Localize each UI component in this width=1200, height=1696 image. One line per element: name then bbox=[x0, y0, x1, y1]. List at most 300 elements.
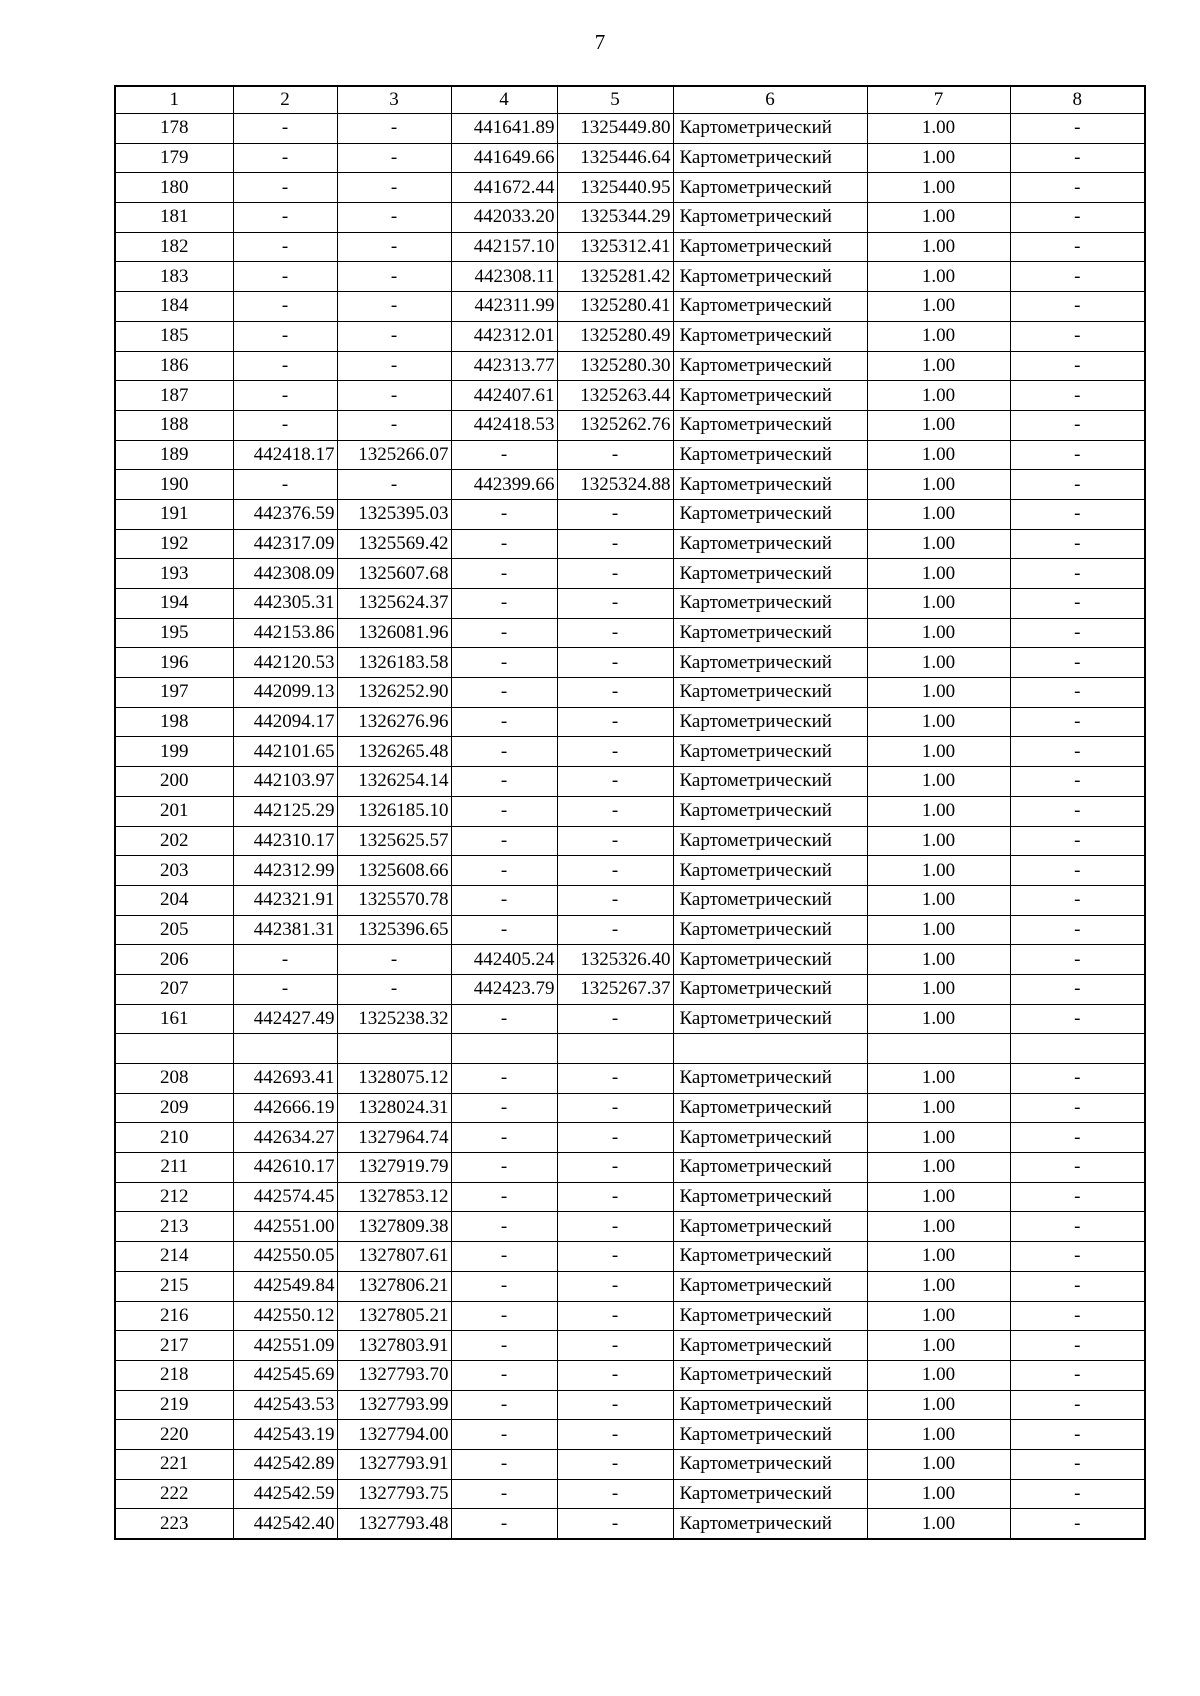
cell-x-coordinate: 442543.53 bbox=[233, 1390, 337, 1420]
table-row bbox=[115, 114, 1145, 144]
cell-point-number: 194 bbox=[115, 589, 233, 619]
cell-point-number: 219 bbox=[115, 1390, 233, 1420]
cell-accuracy: 1.00 bbox=[867, 826, 1010, 856]
cell-x-coordinate: 442693.41 bbox=[233, 1064, 337, 1094]
header-col-8: 8 bbox=[1010, 86, 1145, 114]
cell-accuracy: 1.00 bbox=[867, 1509, 1010, 1539]
table-row bbox=[115, 143, 1145, 173]
cell-accuracy: 1.00 bbox=[867, 232, 1010, 262]
cell-point-number: 220 bbox=[115, 1420, 233, 1450]
cell-y-coordinate-new: - bbox=[557, 559, 673, 589]
cell-accuracy: 1.00 bbox=[867, 1182, 1010, 1212]
cell-note: - bbox=[1010, 1064, 1145, 1094]
cell-note: - bbox=[1010, 1182, 1145, 1212]
cell-note: - bbox=[1010, 1093, 1145, 1123]
cell-accuracy: 1.00 bbox=[867, 1271, 1010, 1301]
cell-accuracy: 1.00 bbox=[867, 1420, 1010, 1450]
cell-x-coordinate: 442308.09 bbox=[233, 559, 337, 589]
cell-x-coordinate-new: - bbox=[451, 440, 557, 470]
cell-y-coordinate: 1327793.99 bbox=[337, 1390, 451, 1420]
table-row bbox=[115, 1064, 1145, 1094]
cell-y-coordinate-new: - bbox=[557, 1004, 673, 1034]
table-row bbox=[115, 1182, 1145, 1212]
cell-x-coordinate-new: 442312.01 bbox=[451, 321, 557, 351]
cell-y-coordinate: - bbox=[337, 143, 451, 173]
cell-x-coordinate-new: - bbox=[451, 1390, 557, 1420]
cell-accuracy: 1.00 bbox=[867, 1153, 1010, 1183]
cell-note: - bbox=[1010, 292, 1145, 322]
cell-y-coordinate: 1325396.65 bbox=[337, 915, 451, 945]
cell-x-coordinate-new: - bbox=[451, 1064, 557, 1094]
cell-accuracy: 1.00 bbox=[867, 351, 1010, 381]
table-row bbox=[115, 885, 1145, 915]
table-row bbox=[115, 529, 1145, 559]
cell-x-coordinate: - bbox=[233, 381, 337, 411]
cell-point-number: 195 bbox=[115, 618, 233, 648]
table-row bbox=[115, 678, 1145, 708]
table-row bbox=[115, 499, 1145, 529]
table-row bbox=[115, 767, 1145, 797]
page-number: 7 bbox=[594, 30, 606, 54]
cell-y-coordinate: 1326081.96 bbox=[337, 618, 451, 648]
cell-y-coordinate: 1327807.61 bbox=[337, 1242, 451, 1272]
table-row bbox=[115, 974, 1145, 1004]
cell-x-coordinate: - bbox=[233, 945, 337, 975]
cell-accuracy: 1.00 bbox=[867, 945, 1010, 975]
cell-y-coordinate-new: - bbox=[557, 737, 673, 767]
cell-y-coordinate-new: - bbox=[557, 499, 673, 529]
cell-x-coordinate-new: - bbox=[451, 1271, 557, 1301]
cell-point-number: 199 bbox=[115, 737, 233, 767]
cell-point-number: 217 bbox=[115, 1331, 233, 1361]
cell-x-coordinate-new bbox=[451, 1034, 557, 1064]
cell-y-coordinate: - bbox=[337, 974, 451, 1004]
cell-accuracy: 1.00 bbox=[867, 381, 1010, 411]
cell-y-coordinate-new: 1325446.64 bbox=[557, 143, 673, 173]
cell-y-coordinate: - bbox=[337, 351, 451, 381]
cell-x-coordinate: 442312.99 bbox=[233, 856, 337, 886]
cell-point-number: 212 bbox=[115, 1182, 233, 1212]
cell-note: - bbox=[1010, 203, 1145, 233]
cell-method: Картометрический bbox=[673, 1004, 867, 1034]
cell-y-coordinate-new: - bbox=[557, 1212, 673, 1242]
cell-x-coordinate-new: - bbox=[451, 1182, 557, 1212]
cell-note: - bbox=[1010, 559, 1145, 589]
cell-point-number: 182 bbox=[115, 232, 233, 262]
table-row bbox=[115, 707, 1145, 737]
cell-y-coordinate-new: - bbox=[557, 707, 673, 737]
cell-note: - bbox=[1010, 262, 1145, 292]
cell-accuracy: 1.00 bbox=[867, 618, 1010, 648]
cell-y-coordinate: 1325238.32 bbox=[337, 1004, 451, 1034]
cell-x-coordinate: - bbox=[233, 321, 337, 351]
cell-x-coordinate-new: - bbox=[451, 1153, 557, 1183]
cell-note: - bbox=[1010, 856, 1145, 886]
table-row bbox=[115, 559, 1145, 589]
cell-x-coordinate: 442545.69 bbox=[233, 1360, 337, 1390]
cell-point-number: 197 bbox=[115, 678, 233, 708]
cell-y-coordinate-new: 1325280.49 bbox=[557, 321, 673, 351]
cell-accuracy: 1.00 bbox=[867, 1004, 1010, 1034]
table-row bbox=[115, 470, 1145, 500]
cell-x-coordinate: - bbox=[233, 292, 337, 322]
cell-x-coordinate: 442574.45 bbox=[233, 1182, 337, 1212]
cell-accuracy: 1.00 bbox=[867, 203, 1010, 233]
cell-point-number: 200 bbox=[115, 767, 233, 797]
cell-method: Картометрический bbox=[673, 707, 867, 737]
cell-x-coordinate-new: - bbox=[451, 1123, 557, 1153]
cell-x-coordinate: 442551.00 bbox=[233, 1212, 337, 1242]
table-row bbox=[115, 1420, 1145, 1450]
cell-y-coordinate-new: 1325281.42 bbox=[557, 262, 673, 292]
cell-x-coordinate-new: - bbox=[451, 767, 557, 797]
cell-y-coordinate: 1327919.79 bbox=[337, 1153, 451, 1183]
cell-note: - bbox=[1010, 351, 1145, 381]
cell-note: - bbox=[1010, 529, 1145, 559]
cell-y-coordinate-new: - bbox=[557, 1479, 673, 1509]
table-row bbox=[115, 826, 1145, 856]
cell-note: - bbox=[1010, 381, 1145, 411]
cell-method: Картометрический bbox=[673, 1331, 867, 1361]
cell-x-coordinate-new: - bbox=[451, 618, 557, 648]
cell-point-number: 191 bbox=[115, 499, 233, 529]
cell-accuracy: 1.00 bbox=[867, 499, 1010, 529]
cell-accuracy: 1.00 bbox=[867, 1242, 1010, 1272]
cell-x-coordinate-new: - bbox=[451, 529, 557, 559]
cell-y-coordinate-new: - bbox=[557, 1093, 673, 1123]
cell-x-coordinate-new: - bbox=[451, 796, 557, 826]
cell-method: Картометрический bbox=[673, 381, 867, 411]
table-row bbox=[115, 1479, 1145, 1509]
header-col-6: 6 bbox=[673, 86, 867, 114]
cell-x-coordinate-new: 441672.44 bbox=[451, 173, 557, 203]
cell-point-number: 209 bbox=[115, 1093, 233, 1123]
cell-point-number: 196 bbox=[115, 648, 233, 678]
cell-method: Картометрический bbox=[673, 1301, 867, 1331]
cell-accuracy: 1.00 bbox=[867, 1093, 1010, 1123]
cell-y-coordinate: 1326252.90 bbox=[337, 678, 451, 708]
cell-x-coordinate bbox=[233, 1034, 337, 1064]
cell-note: - bbox=[1010, 648, 1145, 678]
cell-accuracy: 1.00 bbox=[867, 143, 1010, 173]
table-row bbox=[115, 1331, 1145, 1361]
cell-point-number: 179 bbox=[115, 143, 233, 173]
cell-x-coordinate: 442427.49 bbox=[233, 1004, 337, 1034]
cell-accuracy: 1.00 bbox=[867, 1360, 1010, 1390]
cell-accuracy: 1.00 bbox=[867, 1212, 1010, 1242]
cell-x-coordinate: - bbox=[233, 173, 337, 203]
cell-accuracy: 1.00 bbox=[867, 470, 1010, 500]
table-row bbox=[115, 1153, 1145, 1183]
cell-accuracy: 1.00 bbox=[867, 974, 1010, 1004]
cell-x-coordinate-new: 442407.61 bbox=[451, 381, 557, 411]
cell-point-number: 201 bbox=[115, 796, 233, 826]
cell-note: - bbox=[1010, 1449, 1145, 1479]
cell-note: - bbox=[1010, 915, 1145, 945]
cell-y-coordinate: - bbox=[337, 203, 451, 233]
cell-point-number: 198 bbox=[115, 707, 233, 737]
cell-x-coordinate: 442321.91 bbox=[233, 885, 337, 915]
cell-method: Картометрический bbox=[673, 974, 867, 1004]
cell-x-coordinate-new: 442033.20 bbox=[451, 203, 557, 233]
cell-accuracy: 1.00 bbox=[867, 292, 1010, 322]
cell-y-coordinate-new: - bbox=[557, 1123, 673, 1153]
table-row bbox=[115, 440, 1145, 470]
cell-y-coordinate-new: 1325449.80 bbox=[557, 114, 673, 144]
table-row bbox=[115, 1509, 1145, 1539]
cell-point-number: 202 bbox=[115, 826, 233, 856]
cell-y-coordinate: 1327806.21 bbox=[337, 1271, 451, 1301]
cell-y-coordinate: - bbox=[337, 321, 451, 351]
cell-method: Картометрический bbox=[673, 114, 867, 144]
cell-note: - bbox=[1010, 232, 1145, 262]
table-row bbox=[115, 381, 1145, 411]
cell-accuracy: 1.00 bbox=[867, 915, 1010, 945]
cell-accuracy: 1.00 bbox=[867, 767, 1010, 797]
cell-x-coordinate-new: - bbox=[451, 915, 557, 945]
cell-point-number: 210 bbox=[115, 1123, 233, 1153]
cell-note: - bbox=[1010, 767, 1145, 797]
cell-x-coordinate-new: 442399.66 bbox=[451, 470, 557, 500]
cell-point-number: 188 bbox=[115, 410, 233, 440]
cell-note: - bbox=[1010, 737, 1145, 767]
cell-accuracy: 1.00 bbox=[867, 1331, 1010, 1361]
cell-y-coordinate-new: - bbox=[557, 1301, 673, 1331]
cell-accuracy: 1.00 bbox=[867, 1479, 1010, 1509]
cell-point-number: 211 bbox=[115, 1153, 233, 1183]
cell-x-coordinate-new: - bbox=[451, 1420, 557, 1450]
cell-note: - bbox=[1010, 1212, 1145, 1242]
cell-method: Картометрический bbox=[673, 1064, 867, 1094]
cell-accuracy: 1.00 bbox=[867, 589, 1010, 619]
table-row bbox=[115, 1301, 1145, 1331]
cell-note: - bbox=[1010, 1420, 1145, 1450]
cell-y-coordinate: - bbox=[337, 292, 451, 322]
cell-y-coordinate: 1325607.68 bbox=[337, 559, 451, 589]
table-row bbox=[115, 173, 1145, 203]
cell-y-coordinate: - bbox=[337, 470, 451, 500]
cell-accuracy: 1.00 bbox=[867, 678, 1010, 708]
cell-y-coordinate-new: - bbox=[557, 826, 673, 856]
cell-point-number: 205 bbox=[115, 915, 233, 945]
cell-note: - bbox=[1010, 499, 1145, 529]
cell-x-coordinate-new: - bbox=[451, 1509, 557, 1539]
table-row bbox=[115, 1093, 1145, 1123]
cell-x-coordinate: 442550.05 bbox=[233, 1242, 337, 1272]
cell-note: - bbox=[1010, 1153, 1145, 1183]
table-row bbox=[115, 856, 1145, 886]
cell-y-coordinate-new: - bbox=[557, 767, 673, 797]
cell-method bbox=[673, 1034, 867, 1064]
cell-note: - bbox=[1010, 945, 1145, 975]
cell-x-coordinate-new: - bbox=[451, 499, 557, 529]
header-col-1: 1 bbox=[115, 86, 233, 114]
cell-point-number: 192 bbox=[115, 529, 233, 559]
cell-x-coordinate-new: 442311.99 bbox=[451, 292, 557, 322]
cell-y-coordinate-new: 1325267.37 bbox=[557, 974, 673, 1004]
cell-method: Картометрический bbox=[673, 678, 867, 708]
cell-y-coordinate: 1325625.57 bbox=[337, 826, 451, 856]
cell-method: Картометрический bbox=[673, 1360, 867, 1390]
cell-y-coordinate-new: - bbox=[557, 1360, 673, 1390]
cell-point-number: 161 bbox=[115, 1004, 233, 1034]
cell-x-coordinate-new: 442405.24 bbox=[451, 945, 557, 975]
cell-point-number: 181 bbox=[115, 203, 233, 233]
cell-method: Картометрический bbox=[673, 499, 867, 529]
cell-y-coordinate: 1326185.10 bbox=[337, 796, 451, 826]
cell-y-coordinate: 1325570.78 bbox=[337, 885, 451, 915]
table-row bbox=[115, 1360, 1145, 1390]
cell-accuracy: 1.00 bbox=[867, 262, 1010, 292]
cell-method: Картометрический bbox=[673, 321, 867, 351]
header-col-4: 4 bbox=[451, 86, 557, 114]
cell-note: - bbox=[1010, 1242, 1145, 1272]
cell-x-coordinate: - bbox=[233, 470, 337, 500]
cell-y-coordinate: 1327793.75 bbox=[337, 1479, 451, 1509]
cell-x-coordinate: 442101.65 bbox=[233, 737, 337, 767]
cell-method: Картометрический bbox=[673, 589, 867, 619]
cell-method: Картометрический bbox=[673, 203, 867, 233]
cell-point-number: 193 bbox=[115, 559, 233, 589]
cell-method: Картометрический bbox=[673, 173, 867, 203]
header-col-3: 3 bbox=[337, 86, 451, 114]
cell-y-coordinate-new: - bbox=[557, 856, 673, 886]
table-row bbox=[115, 203, 1145, 233]
table-row bbox=[115, 262, 1145, 292]
cell-note: - bbox=[1010, 114, 1145, 144]
cell-y-coordinate: 1326183.58 bbox=[337, 648, 451, 678]
cell-point-number: 203 bbox=[115, 856, 233, 886]
cell-y-coordinate: 1327805.21 bbox=[337, 1301, 451, 1331]
cell-x-coordinate: - bbox=[233, 351, 337, 381]
cell-y-coordinate: 1326265.48 bbox=[337, 737, 451, 767]
cell-note: - bbox=[1010, 589, 1145, 619]
cell-y-coordinate: - bbox=[337, 114, 451, 144]
cell-y-coordinate-new: 1325280.41 bbox=[557, 292, 673, 322]
header-col-2: 2 bbox=[233, 86, 337, 114]
cell-note: - bbox=[1010, 1509, 1145, 1539]
cell-x-coordinate-new: - bbox=[451, 1449, 557, 1479]
cell-y-coordinate: 1327793.91 bbox=[337, 1449, 451, 1479]
cell-accuracy: 1.00 bbox=[867, 321, 1010, 351]
cell-y-coordinate: 1326276.96 bbox=[337, 707, 451, 737]
cell-point-number: 185 bbox=[115, 321, 233, 351]
cell-method: Картометрический bbox=[673, 1182, 867, 1212]
cell-x-coordinate-new: - bbox=[451, 707, 557, 737]
cell-x-coordinate-new: - bbox=[451, 1360, 557, 1390]
cell-x-coordinate: 442542.89 bbox=[233, 1449, 337, 1479]
cell-method: Картометрический bbox=[673, 767, 867, 797]
cell-y-coordinate-new: - bbox=[557, 529, 673, 559]
cell-y-coordinate: 1325608.66 bbox=[337, 856, 451, 886]
cell-y-coordinate-new: 1325262.76 bbox=[557, 410, 673, 440]
cell-note: - bbox=[1010, 143, 1145, 173]
cell-accuracy: 1.00 bbox=[867, 410, 1010, 440]
cell-x-coordinate-new: 442313.77 bbox=[451, 351, 557, 381]
cell-method: Картометрический bbox=[673, 1212, 867, 1242]
cell-x-coordinate: 442381.31 bbox=[233, 915, 337, 945]
cell-point-number: 184 bbox=[115, 292, 233, 322]
cell-note: - bbox=[1010, 470, 1145, 500]
coordinates-table bbox=[114, 85, 1146, 1540]
cell-method: Картометрический bbox=[673, 1242, 867, 1272]
cell-point-number: 221 bbox=[115, 1449, 233, 1479]
cell-x-coordinate: 442099.13 bbox=[233, 678, 337, 708]
cell-note: - bbox=[1010, 1331, 1145, 1361]
cell-x-coordinate: 442549.84 bbox=[233, 1271, 337, 1301]
cell-y-coordinate-new: - bbox=[557, 589, 673, 619]
cell-y-coordinate-new: - bbox=[557, 1509, 673, 1539]
cell-note: - bbox=[1010, 1390, 1145, 1420]
header-col-7: 7 bbox=[867, 86, 1010, 114]
cell-x-coordinate-new: - bbox=[451, 885, 557, 915]
table-body bbox=[115, 114, 1145, 1540]
cell-x-coordinate: 442103.97 bbox=[233, 767, 337, 797]
cell-x-coordinate: 442376.59 bbox=[233, 499, 337, 529]
cell-note: - bbox=[1010, 1004, 1145, 1034]
cell-method: Картометрический bbox=[673, 440, 867, 470]
cell-y-coordinate-new: - bbox=[557, 1449, 673, 1479]
table-header-row bbox=[115, 86, 1145, 114]
cell-method: Картометрический bbox=[673, 885, 867, 915]
cell-x-coordinate: 442125.29 bbox=[233, 796, 337, 826]
cell-x-coordinate: - bbox=[233, 262, 337, 292]
cell-note: - bbox=[1010, 321, 1145, 351]
table-row bbox=[115, 1212, 1145, 1242]
cell-y-coordinate-new: - bbox=[557, 648, 673, 678]
cell-method: Картометрический bbox=[673, 529, 867, 559]
cell-x-coordinate: 442666.19 bbox=[233, 1093, 337, 1123]
cell-y-coordinate-new: 1325324.88 bbox=[557, 470, 673, 500]
cell-x-coordinate: 442120.53 bbox=[233, 648, 337, 678]
cell-method: Картометрический bbox=[673, 915, 867, 945]
cell-y-coordinate: 1328024.31 bbox=[337, 1093, 451, 1123]
cell-y-coordinate: 1327793.70 bbox=[337, 1360, 451, 1390]
cell-x-coordinate-new: - bbox=[451, 826, 557, 856]
table-row bbox=[115, 1123, 1145, 1153]
cell-point-number: 189 bbox=[115, 440, 233, 470]
cell-accuracy: 1.00 bbox=[867, 114, 1010, 144]
cell-accuracy: 1.00 bbox=[867, 1390, 1010, 1420]
cell-x-coordinate-new: - bbox=[451, 559, 557, 589]
cell-note bbox=[1010, 1034, 1145, 1064]
cell-accuracy: 1.00 bbox=[867, 529, 1010, 559]
cell-y-coordinate: - bbox=[337, 232, 451, 262]
cell-point-number: 204 bbox=[115, 885, 233, 915]
cell-method: Картометрический bbox=[673, 618, 867, 648]
cell-y-coordinate-new: 1325326.40 bbox=[557, 945, 673, 975]
table-row bbox=[115, 410, 1145, 440]
cell-y-coordinate-new: - bbox=[557, 1390, 673, 1420]
cell-x-coordinate: 442305.31 bbox=[233, 589, 337, 619]
cell-method: Картометрический bbox=[673, 292, 867, 322]
cell-x-coordinate: 442153.86 bbox=[233, 618, 337, 648]
cell-method: Картометрический bbox=[673, 1449, 867, 1479]
table-row bbox=[115, 321, 1145, 351]
table-row bbox=[115, 1034, 1145, 1064]
cell-x-coordinate: 442543.19 bbox=[233, 1420, 337, 1450]
cell-method: Картометрический bbox=[673, 1479, 867, 1509]
table-row bbox=[115, 737, 1145, 767]
cell-accuracy: 1.00 bbox=[867, 1123, 1010, 1153]
cell-y-coordinate: 1325624.37 bbox=[337, 589, 451, 619]
cell-y-coordinate-new: - bbox=[557, 1420, 673, 1450]
cell-method: Картометрический bbox=[673, 1123, 867, 1153]
cell-y-coordinate: 1325266.07 bbox=[337, 440, 451, 470]
cell-y-coordinate: 1325395.03 bbox=[337, 499, 451, 529]
cell-note: - bbox=[1010, 410, 1145, 440]
cell-point-number: 208 bbox=[115, 1064, 233, 1094]
